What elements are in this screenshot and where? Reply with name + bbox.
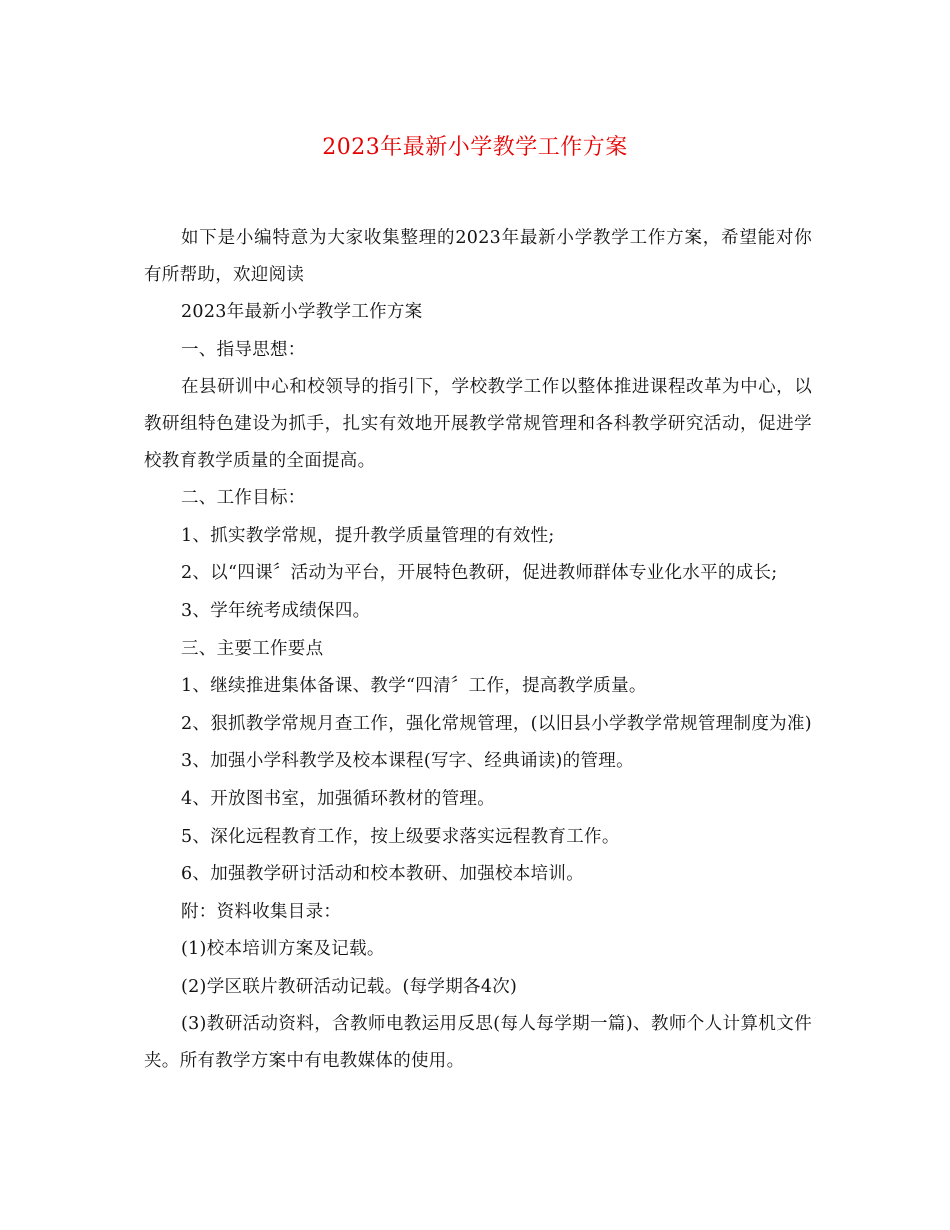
document-body	[144, 220, 812, 1081]
key-point-item: 3、加强小学科教学及校本课程(写字、经典诵读)的管理。	[181, 751, 634, 772]
goal-item: 3、学年统考成绩保四。	[181, 600, 371, 621]
key-point-item: 6、加强教学研讨活动和校本教研、加强校本培训。	[181, 864, 585, 885]
intro-paragraph: 如下是小编特意为大家收集整理的2023年最新小学教学工作方案，希望能对你有所帮助，欢迎阅读	[144, 228, 812, 285]
appendix-item: (1)校本培训方案及记载。	[181, 939, 385, 960]
appendix-item: (3)教研活动资料，含教师电教运用反思(每人每学期一篇)、教师个人计算机文件夹。所有教学方案中有电教媒体的使用。	[144, 1014, 812, 1072]
section-heading-goals: 二、工作目标：	[181, 488, 306, 509]
subtitle-paragraph: 2023年最新小学教学工作方案	[181, 302, 423, 323]
section-heading-key-points: 三、主要工作要点	[181, 638, 324, 659]
key-point-item: 1、继续推进集体备课、教学“四清〞工作，提高教学质量。	[181, 676, 647, 697]
appendix-heading: 附：资料收集目录：	[181, 901, 342, 922]
guiding-paragraph: 在县研训中心和校领导的指引下，学校教学工作以整体推进课程改革为中心，以教研组特色建设为抓手，扎实有效地开展教学常规管理和各科教学研究活动，促进学校教育教学质量的全面提高。	[144, 377, 812, 471]
key-point-item: 5、深化远程教育工作，按上级要求落实远程教育工作。	[181, 826, 620, 847]
goal-item: 2、以“四课〞活动为平台，开展特色教研，促进教师群体专业化水平的成长;	[181, 563, 778, 584]
key-point-item: 4、开放图书室，加强循环教材的管理。	[181, 788, 496, 809]
appendix-item: (2)学区联片教研活动记载。(每学期各4次)	[181, 976, 518, 997]
key-point-item: 2、狠抓教学常规月查工作，强化常规管理，(以旧县小学教学常规管理制度为准)	[181, 713, 812, 734]
goal-item: 1、抓实教学常规，提升教学质量管理的有效性;	[181, 525, 555, 546]
section-heading-guiding: 一、指导思想：	[181, 339, 306, 360]
document-title: 2023年最新小学教学工作方案	[322, 135, 628, 160]
